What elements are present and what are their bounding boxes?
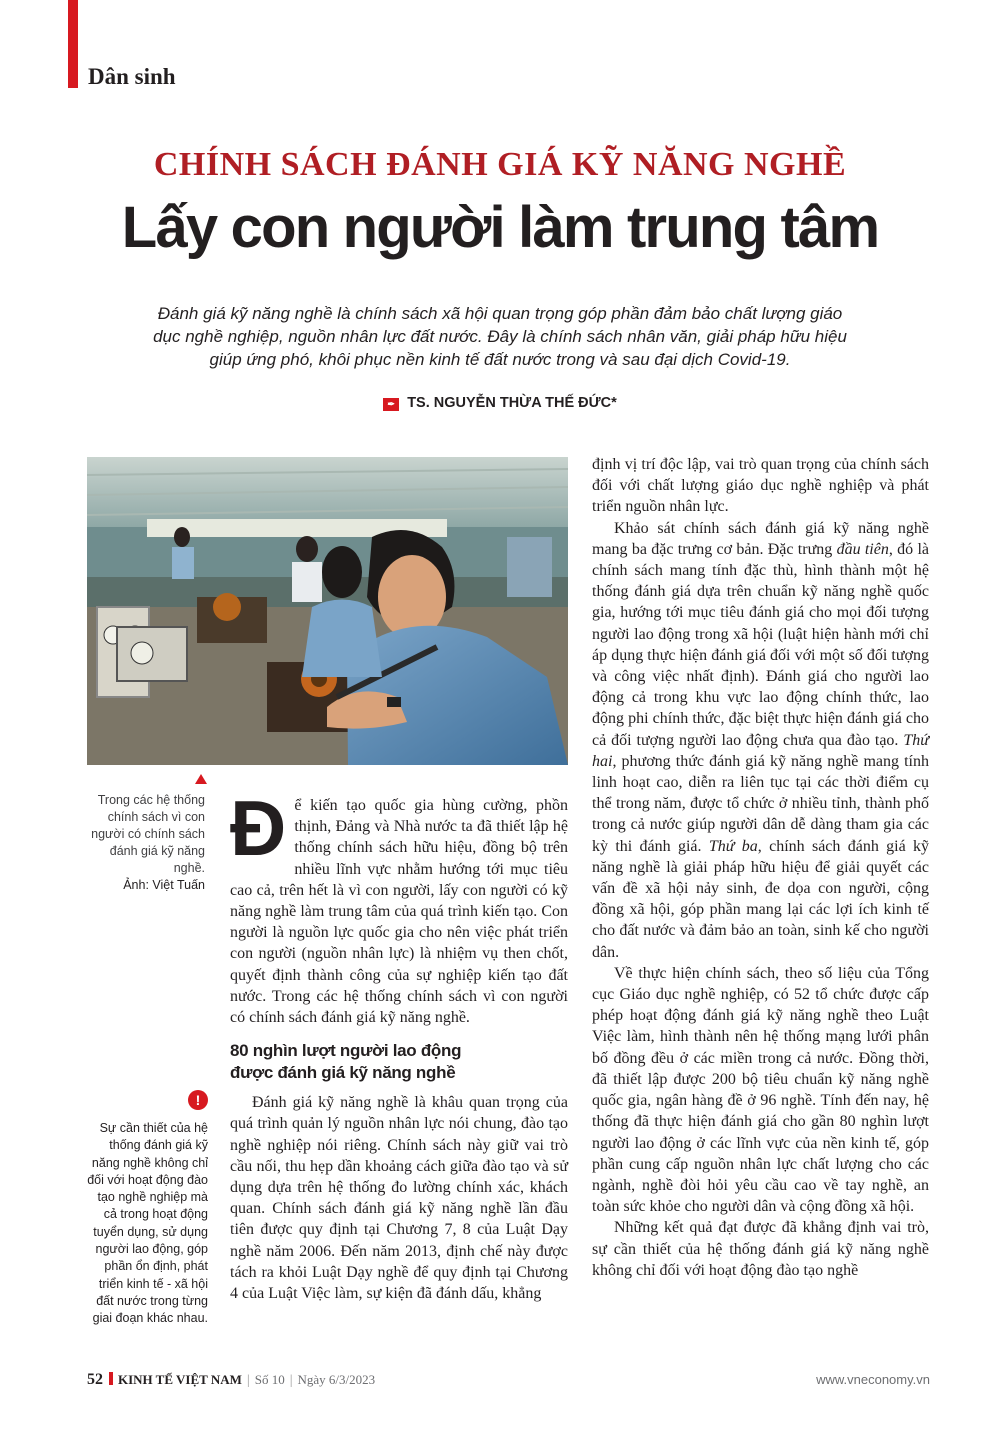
body-column-1 [230,784,568,1304]
body-paragraph: định vị trí độc lập, vai trò quan trọng của chính sách đối với chất lượng giáo dục nghề nghiệp và phát triển nguồn nhân lực. [592,456,929,516]
paragraph-text: , đó là chính sách mang tính đặc thù, hình thành một hệ thống đánh giá dựa trên chuẩn kỹ năng nghề quốc gia, hướng tới mục tiêu đánh giá cho mọi đối tượng người lao động trong xã hội (luật hiện hành mới chỉ áp dụng thực hiện đánh giá đối với một số đối tượng và công việc nhất định). Đánh giá cho người lao động cả trong khu vực lao động chính thức, lao động phi chính thức, đặc biệt thực hiện đánh giá cho cả đối tượng người lao động chưa qua đào tạo. [592,540,930,749]
author-name: TS. NGUYỄN THỪA THẾ ĐỨC* [407,395,617,411]
paragraph-text: , chính sách đánh giá kỹ năng nghề là giải pháp hữu hiệu để giải quyết các vấn đề xã hội nảy sinh, đe dọa con người, cộng đồng xã hội, góp phần mang lại các lợi ích kinh tế cho đất nước và đảm bảo an toàn, sinh kế cho người dân. [592,837,930,961]
footer-separator: | [289,1373,293,1388]
body-paragraph: Về thực hiện chính sách, theo số liệu của Tổng cục Giáo dục nghề nghiệp, có 52 tổ chức được cấp phép hoạt động đánh giá kỹ năng nghề theo Luật Việc làm, hình thành nên hệ thống mạng lưới phân bố đồng đều ở các miền trong cả nước. Đồng thời, đã thiết lập được 200 bộ tiêu chuẩn kỹ năng nghề quốc gia, ngân hàng đề ở 96 nghề. Tính đến nay, hệ thống đã thực hiện đánh giá cho gần 80 nghìn lượt người lao động ở các lĩnh vực của nền kinh tế, góp phần cung cấp nguồn nhân lực chất lượng cho các ngành, nghề đòi hỏi yêu cầu cao về tay nghề, an toàn sức khỏe cho người dân và cộng đồng xã hội. [592,964,929,1216]
section-label: Dân sinh [88,64,176,89]
photo-caption: Trong các hệ thống chính sách vì con người có chính sách đánh giá kỹ năng nghề. [91,793,205,875]
emphasis-text: đầu tiên [836,540,889,558]
pen-icon: ✒ [383,398,399,411]
body-paragraph [230,784,568,1028]
sidebar-quote: Sự cần thiết của hệ thống đánh giá kỹ năng nghề không chỉ đối với hoạt động đào tạo nghề nghiệp mà cả trong hoạt động tuyển dụng, sử dụng người lao động, góp phần ổn định, phát triển kinh tế - xã hội đất nước trong từng giai đoạn khác nhau. [87,1121,208,1326]
paragraph-text: ể kiến tạo quốc gia hùng cường, phồn thịnh, Đảng và Nhà nước ta đã thiết lập hệ thống chính sách hữu hiệu, đồng bộ trên nhiều lĩnh vực nhằm hướng tới mục tiêu cao cả, trên hết là vì con người, lấy con người có kỹ năng nghề làm trung tâm của quá trình kiến tạo. Con người là nguồn lực quốc gia cho nên việc phát triển con người (nguồn nhân lực) là nhiệm vụ then chốt, quyết định thành công của sự nghiệp kiến tạo đất nước. Trong các hệ thống chính sách vì con người có chính sách đánh giá kỹ năng nghề. [230,797,568,1027]
subheading-line: 80 nghìn lượt người lao động [230,1041,462,1061]
body-column-2 [592,454,929,1281]
exclamation-icon: ! [188,1090,208,1110]
body-paragraph [592,518,929,963]
article-kicker: CHÍNH SÁCH ĐÁNH GIÁ KỸ NĂNG NGHỀ [153,146,847,183]
website-url: www.vneconomy.vn [816,1372,930,1387]
article-headline: Lấy con người làm trung tâm [121,195,879,260]
caption-pointer-icon [195,774,207,784]
magazine-name: KINH TẾ VIỆT NAM [118,1372,242,1387]
issue-date: Ngày 6/3/2023 [297,1372,376,1387]
sapo-line: dục nghề nghiệp, nguồn nhân lực đất nước. Đây là chính sách nhân văn, giải pháp hữu hiệu [153,327,847,346]
section-marker [68,0,78,88]
body-paragraph: Những kết quả đạt được đã khẳng định vai trò, sự cần thiết của hệ thống đánh giá kỹ năng nghề không chỉ đối với hoạt động đào tạo nghề [592,1219,929,1279]
sapo-line: giúp ứng phó, khôi phục nền kinh tế đất nước trong và sau đại dịch Covid-19. [209,350,791,369]
article-photo [87,457,568,765]
emphasis-text: Thứ hai [592,731,929,770]
footer-separator: | [246,1373,250,1388]
page-footer [87,1371,375,1389]
byline [0,395,1000,411]
emphasis-text: Thứ ba [708,837,758,855]
workshop-photo-illustration [87,457,568,765]
page-number: 52 [87,1371,103,1388]
drop-cap: Đ [230,784,287,872]
photo-credit: Ảnh: Việt Tuấn [123,878,205,892]
sapo-line: Đánh giá kỹ năng nghề là chính sách xã hội quan trọng góp phần đảm bảo chất lượng giáo [157,304,843,323]
paragraph-text: , phương thức đánh giá kỹ năng nghề mang tính linh hoạt cao, diễn ra liên tục tại các thời điểm cụ thể trong năm, được tổ chức ở nhiều tỉnh, thành phố trong cả nước giúp người dân dễ dàng tham gia các kỳ thi đánh giá. [592,752,929,855]
magazine-mark-icon [109,1372,113,1385]
issue-number: Số 10 [254,1372,285,1387]
body-paragraph: Đánh giá kỹ năng nghề là khâu quan trọng của quá trình quản lý nguồn nhân lực nói chung, đào tạo nghề nghiệp nói riêng. Chính sách này giữ vai trò cầu nối, thu hẹp dần khoảng cách giữa đào tạo và sử dụng dựa trên hệ thống đo lường chính xác, khách quan. Chính sách đánh giá kỹ năng nghề lần đầu tiên được quy định tại Chương 7, 8 của Luật Dạy nghề năm 2006. Đến năm 2013, định chế này được tách ra khỏi Luật Dạy nghề để quy định tại Chương 4 của Luật Việc làm, sự kiện đã đánh dấu, khẳng [230,1094,568,1303]
subheading-line: được đánh giá kỹ năng nghề [230,1063,456,1083]
article-sapo [130,302,870,371]
paragraph-text: Khảo sát chính sách đánh giá kỹ năng nghề mang ba đặc trưng cơ bản. Đặc trưng [592,519,929,558]
subheading [230,1040,568,1084]
